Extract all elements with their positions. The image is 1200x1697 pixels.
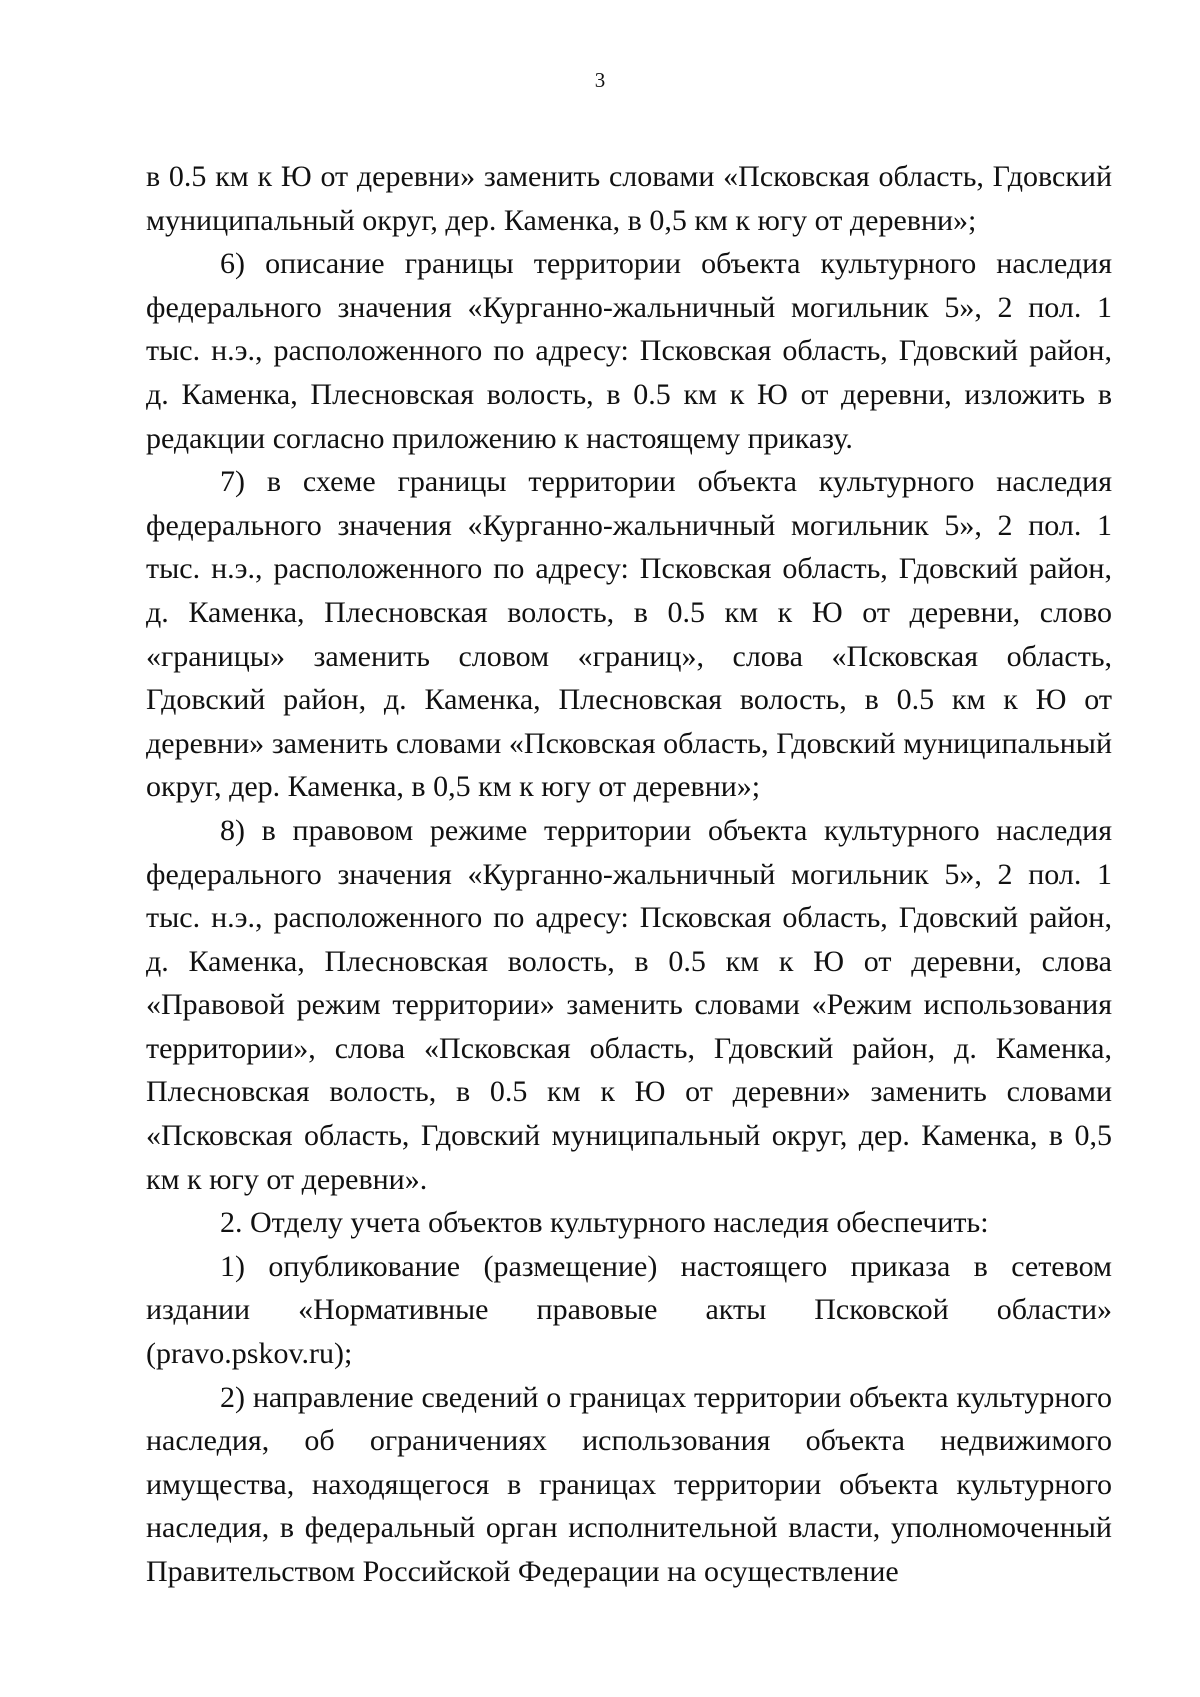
paragraph-section-2-item-2: 2) направление сведений о границах территории объекта культурного наследия, об ограничениях использования объекта недвижимого имущества, находящегося в границах территории объекта культурного наследия, в федеральный орган исполнительной власти, уполномоченный Правительством Российской Федерации на осуществление [146,1380,1112,1588]
paragraph-continuation: в 0.5 км к Ю от деревни» заменить словами «Псковская область, Гдовский муниципальный округ, дер. Каменка, в 0,5 км к югу от деревни»; [146,160,1112,237]
paragraph-item-8: 8) в правовом режиме территории объекта культурного наследия федерального значения «Курганно-жальничный могильник 5», 2 пол. 1 тыс. н.э., расположенного по адресу: Псковская область, Гдовский район, д. Каменка, Плесновская волость, в 0.5 км к Ю от деревни, слова «Правовой режим территории» заменить словами «Режим использования территории», слова «Псковская область, Гдовский район, д. Каменка, Плесновская волость, в 0.5 км к Ю от деревни» заменить словами «Псковская область, Гдовский муниципальный округ, дер. Каменка, в 0,5 км к югу от деревни». [146,813,1112,1196]
paragraph-section-2: 2. Отделу учета объектов культурного наследия обеспечить: [220,1206,989,1240]
page-number: 3 [594,68,606,92]
document-body [146,155,1112,1594]
paragraph-section-2-item-1: 1) опубликование (размещение) настоящего приказа в сетевом издании «Нормативные правовые акты Псковской области» (pravo.pskov.ru); [146,1249,1112,1371]
paragraph-item-7: 7) в схеме границы территории объекта культурного наследия федерального значения «Курганно-жальничный могильник 5», 2 пол. 1 тыс. н.э., расположенного по адресу: Псковская область, Гдовский район, д. Каменка, Плесновская волость, в 0.5 км к Ю от деревни, слово «границы» заменить словом «границ», слова «Псковская область, Гдовский район, д. Каменка, Плесновская волость, в 0.5 км к Ю от деревни» заменить словами «Псковская область, Гдовский муниципальный округ, дер. Каменка, в 0,5 км к югу от деревни»; [146,465,1112,804]
paragraph-item-6: 6) описание границы территории объекта культурного наследия федерального значения «Курганно-жальничный могильник 5», 2 пол. 1 тыс. н.э., расположенного по адресу: Псковская область, Гдовский район, д. Каменка, Плесновская волость, в 0.5 км к Ю от деревни, изложить в редакции согласно приложению к настоящему приказу. [146,247,1112,455]
